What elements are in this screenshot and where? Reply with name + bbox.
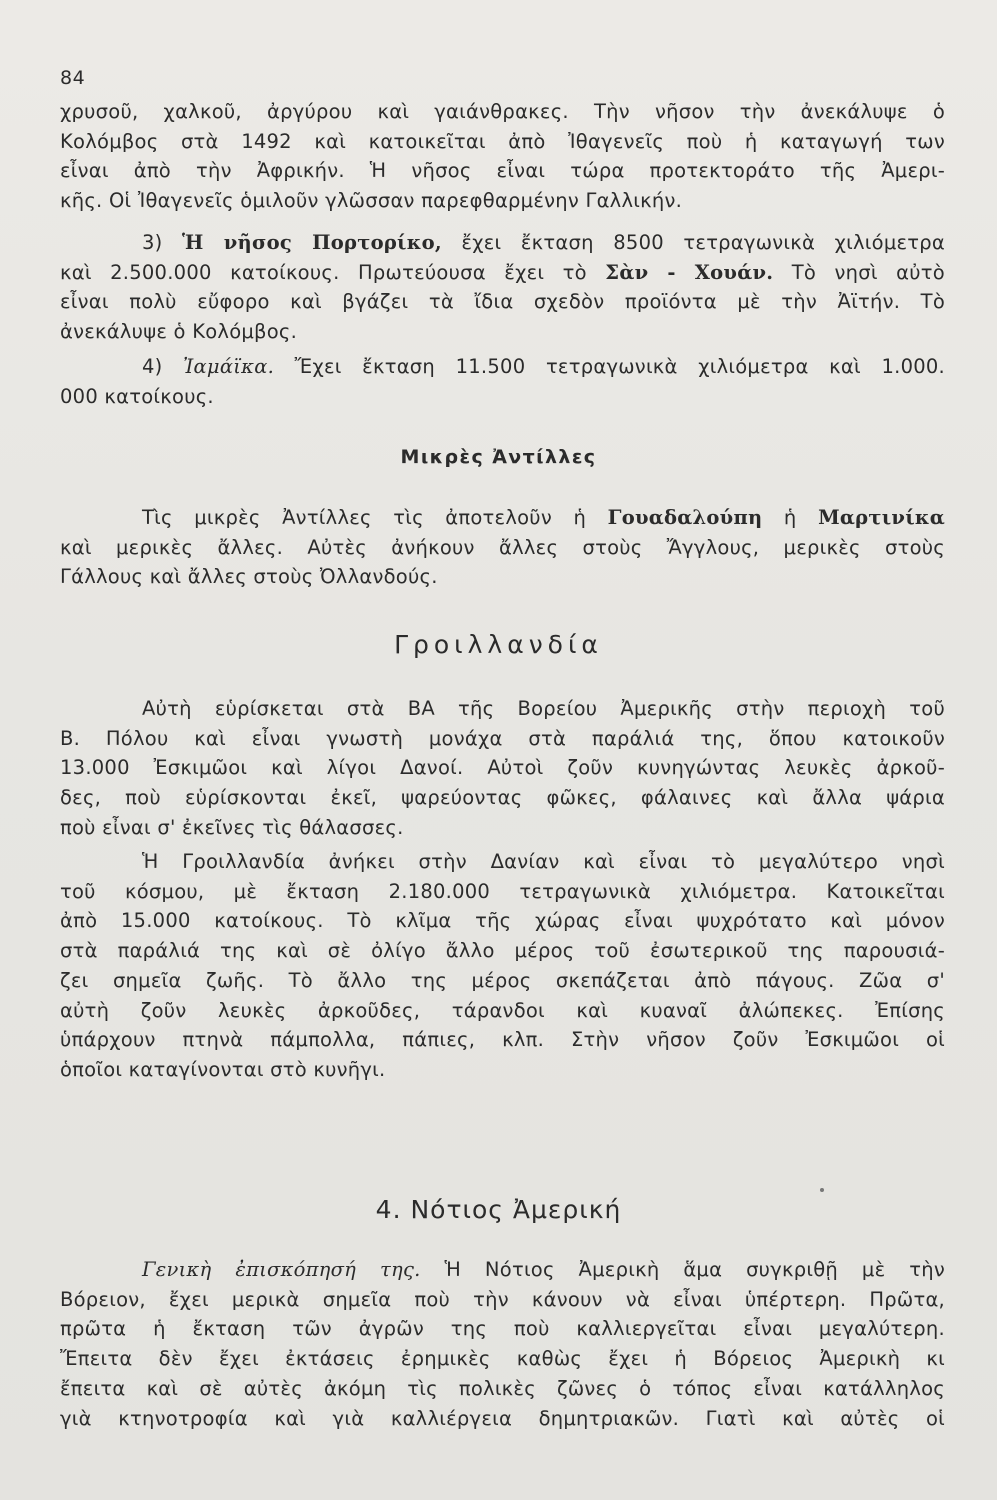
text-line: Βόρειον, ἔχει μερικὰ σημεῖα ποὺ τὴν κάνουν νὰ εἶναι ὑπέρτερη. Πρῶτα,: [60, 1287, 945, 1311]
heading-text: Μικρὲς Ἀντίλλες: [400, 446, 597, 468]
heading-text: Γροιλλανδία: [394, 630, 603, 659]
chapter-heading-south-america: [0, 1195, 997, 1224]
emphasis-puerto-rico: Ἡ νῆσος Πορτορίκο,: [182, 231, 442, 254]
text-line: Β. Πόλου καὶ εἶναι γνωστὴ μονάχα στὰ παράλιά της, ὅπου κατοικοῦν: [60, 726, 945, 750]
emphasis-guadeloupe: Γουαδαλούπη: [607, 506, 763, 529]
section-heading-greenland: [0, 630, 997, 659]
text-fragment: ἔχει ἔκταση 8500 τετραγωνικὰ χιλιόμετρα: [441, 231, 945, 254]
text-line: καὶ μερικὲς ἄλλες. Αὐτὲς ἀνήκουν ἄλλες στοὺς Ἄγγλους, μερικὲς στοὺς: [60, 535, 945, 559]
text-line: [60, 352, 945, 382]
text-line: δες, ποὺ εὑρίσκονται ἐκεῖ, ψαρεύοντας φῶκες, φάλαινες καὶ ἄλλα ψάρια: [60, 786, 945, 810]
list-number: 3): [142, 231, 183, 254]
paragraph-south-america-overview: [60, 1255, 945, 1433]
emphasis-san-juan: Σὰν - Χουάν.: [605, 260, 774, 284]
text-fragment: ἡ: [762, 506, 819, 529]
paragraph-greenland-details: [60, 847, 945, 1085]
emphasis-general-overview: Γενικὴ ἐπισκόπησή της.: [142, 1258, 421, 1281]
paragraph-haiti-continued: [60, 97, 945, 216]
text-fragment: Τὶς μικρὲς Ἀντίλλες τὶς ἀποτελοῦν ἡ: [142, 506, 608, 529]
text-line: [60, 228, 945, 258]
text-line: [60, 503, 945, 533]
text-line: στὰ παράλιά της καὶ σὲ ὀλίγο ἄλλο μέρος τοῦ ἐσωτερικοῦ της παρουσιά-: [60, 939, 945, 963]
text-line: κῆς. Οἱ Ἰθαγενεῖς ὁμιλοῦν γλῶσσαν παρεφθαρμένην Γαλλικήν.: [60, 189, 683, 213]
heading-text: 4. Νότιος Ἀμερική: [375, 1195, 622, 1224]
text-line: [60, 258, 945, 288]
paragraph-jamaica: [60, 352, 945, 411]
page-number: 84: [60, 67, 86, 89]
text-line: χρυσοῦ, χαλκοῦ, ἀργύρου καὶ γαιάνθρακες. Τὴν νῆσον τὴν ἀνεκάλυψε ὁ: [60, 100, 945, 123]
text-line: γιὰ κτηνοτροφία καὶ γιὰ καλλιέργεια δημητριακῶν. Γιατὶ καὶ αὐτὲς οἱ: [60, 1406, 945, 1430]
section-heading-lesser-antilles: [0, 446, 997, 468]
text-line: Γάλλους καὶ ἄλλες στοὺς Ὀλλανδούς.: [60, 565, 438, 589]
text-line: 13.000 Ἐσκιμῶοι καὶ λίγοι Δανοί. Αὐτοὶ ζοῦν κυνηγώντας λευκὲς ἀρκοῦ-: [60, 756, 945, 780]
text-fragment: καὶ 2.500.000 κατοίκους. Πρωτεύουσα ἔχει τὸ: [60, 260, 606, 284]
print-speck: [820, 1188, 824, 1192]
text-line: Κολόμβος στὰ 1492 καὶ κατοικεῖται ἀπὸ Ἰθαγενεῖς ποὺ ἡ καταγωγή των: [60, 129, 945, 153]
text-fragment: Ἡ Νότιος Ἀμερικὴ ἅμα συγκριθῇ μὲ τὴν: [420, 1258, 945, 1281]
paragraph-lesser-antilles: [60, 503, 945, 592]
text-line: πρῶτα ἡ ἔκταση τῶν ἀγρῶν της ποὺ καλλιεργεῖται εἶναι μεγαλύτερη.: [60, 1317, 945, 1341]
text-fragment: Τὸ νησὶ αὐτὸ: [773, 260, 945, 284]
list-number: 4): [142, 355, 184, 378]
emphasis-martinique: Μαρτινίκα: [818, 506, 946, 529]
text-line: Αὐτὴ εὑρίσκεται στὰ ΒΑ τῆς Βορείου Ἀμερικῆς στὴν περιοχὴ τοῦ: [142, 697, 945, 720]
text-line: ποὺ εἶναι σ' ἐκεῖνες τὶς θάλασσες.: [60, 815, 404, 839]
text-line: Ἡ Γροιλλανδία ἀνήκει στὴν Δανίαν καὶ εἶναι τὸ μεγαλύτερο νησὶ: [142, 850, 945, 873]
text-fragment: Ἔχει ἔκταση 11.500 τετραγωνικὰ χιλιόμετρα καὶ 1.000.: [274, 355, 945, 378]
emphasis-jamaica: Ἰαμάϊκα.: [183, 355, 275, 378]
text-line: εἶναι ἀπὸ τὴν Ἀφρικήν. Ἡ νῆσος εἶναι τώρα προτεκτοράτο τῆς Ἀμερι-: [60, 159, 945, 183]
paragraph-puerto-rico: [60, 228, 945, 347]
text-line: ἔπειτα καὶ σὲ αὐτὲς ἀκόμη τὶς πολικὲς ζῶνες ὁ τόπος εἶναι κατάλληλος: [60, 1376, 945, 1400]
text-line: ἀνεκάλυψε ὁ Κολόμβος.: [60, 320, 298, 344]
text-line: ἀπὸ 15.000 κατοίκους. Τὸ κλῖμα τῆς χώρας εἶναι ψυχρότατο καὶ μόνον: [60, 909, 945, 933]
text-line: 000 κατοίκους.: [60, 384, 214, 408]
text-line: τοῦ κόσμου, μὲ ἔκταση 2.180.000 τετραγωνικὰ χιλιόμετρα. Κατοικεῖται: [60, 879, 945, 903]
text-line: εἶναι πολὺ εὔφορο καὶ βγάζει τὰ ἴδια σχεδὸν προϊόντα μὲ τὴν Ἀϊτήν. Τὸ: [60, 290, 945, 314]
text-line: ζει σημεῖα ζωῆς. Τὸ ἄλλο της μέρος σκεπάζεται ἀπὸ πάγους. Ζῶα σ': [60, 968, 945, 992]
text-line: ὑπάρχουν πτηνὰ πάμπολλα, πάπιες, κλπ. Στὴν νῆσον ζοῦν Ἐσκιμῶοι οἱ: [60, 1028, 945, 1052]
text-line: αὐτὴ ζοῦν λευκὲς ἀρκοῦδες, τάρανδοι καὶ κυαναῖ ἀλώπεκες. Ἐπίσης: [60, 998, 945, 1022]
text-line: ὁποῖοι καταγίνονται στὸ κυνῆγι.: [60, 1057, 386, 1081]
text-line: Ἔπειτα δὲν ἔχει ἐκτάσεις ἐρημικὲς καθὼς ἔχει ἡ Βόρειος Ἀμερικὴ κι: [60, 1347, 945, 1371]
paragraph-greenland-location: [60, 694, 945, 843]
text-line: [60, 1255, 945, 1285]
